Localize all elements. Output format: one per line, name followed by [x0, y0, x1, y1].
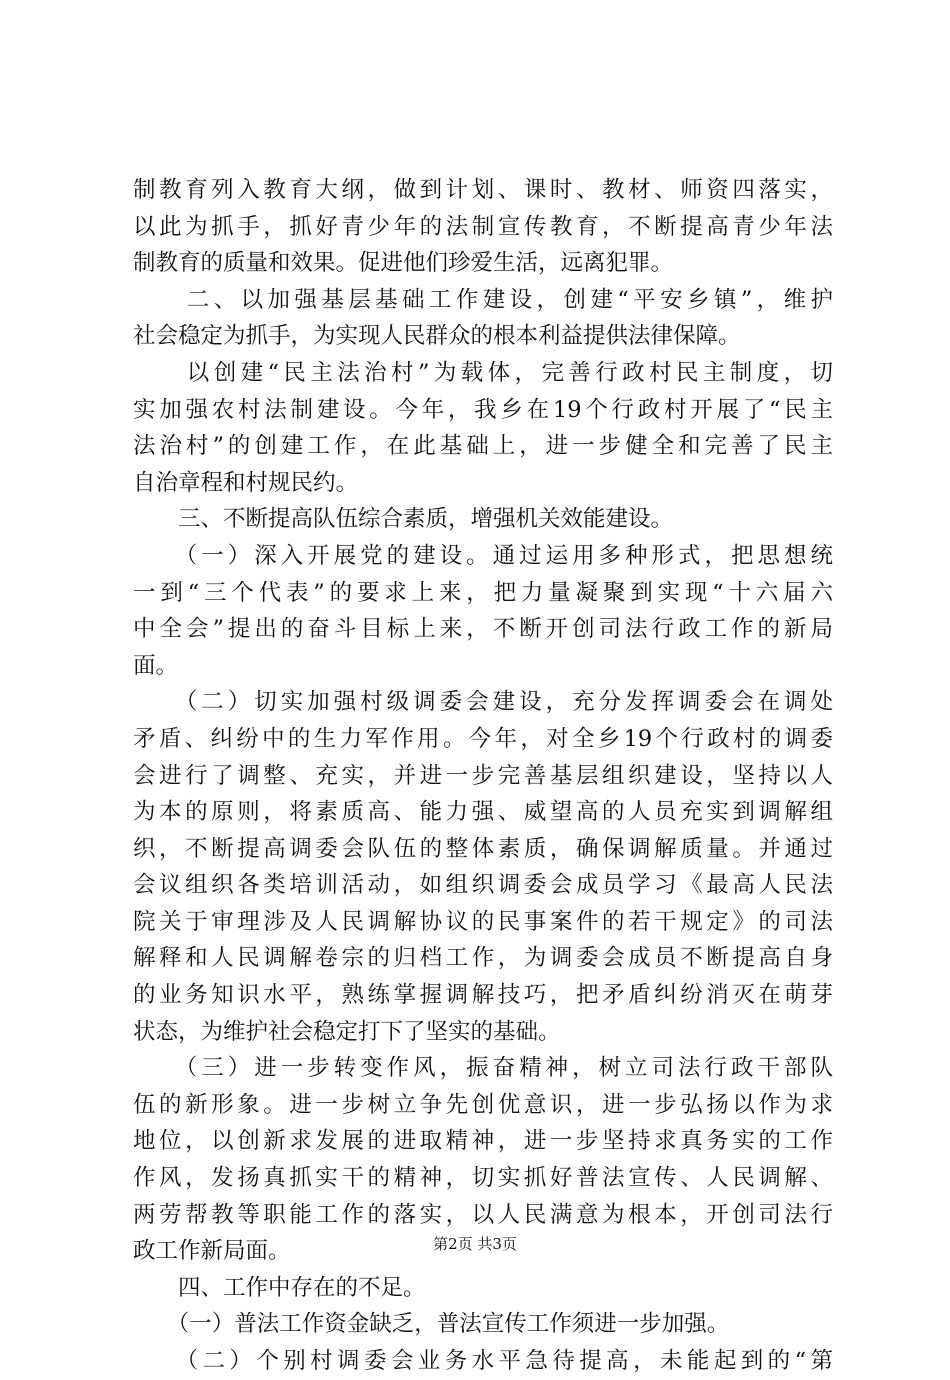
text-line: 织，不断提高调委会队伍的整体素质，确保调解质量。并通过 — [133, 835, 833, 862]
document-body — [133, 172, 833, 1380]
text-line: （二）切实加强村级调委会建设，充分发挥调委会在调处 — [133, 689, 833, 716]
text-line: 制教育的质量和效果。促进他们珍爱生活，远离犯罪。 — [133, 250, 674, 277]
text-line: 实加强农村法制建设。今年，我乡在19个行政村开展了“民主 — [133, 396, 833, 423]
text-line: 为本的原则，将素质高、能力强、威望高的人员充实到调解组 — [133, 799, 833, 826]
text-line: 自治章程和村规民约。 — [133, 469, 359, 496]
text-line: （三）进一步转变作风，振奋精神，树立司法行政干部队 — [133, 1055, 833, 1082]
text-line: 法治村”的创建工作，在此基础上，进一步健全和完善了民主 — [133, 433, 833, 460]
page-number-footer: 第2页 共3页 — [433, 1235, 517, 1253]
text-line: 会进行了调整、充实，并进一步完善基层组织建设，坚持以人 — [133, 762, 833, 789]
text-line: 政工作新局面。 — [133, 1238, 291, 1265]
text-line: 作风，发扬真抓实干的精神，切实抓好普法宣传、人民调解、 — [133, 1165, 833, 1192]
text-line: 伍的新形象。进一步树立争先创优意识，进一步弘扬以作为求 — [133, 1091, 833, 1118]
text-line: 的业务知识水平，熟练掌握调解技巧，把矛盾纠纷消灭在萌芽 — [133, 982, 833, 1009]
text-line: 矛盾、纠纷中的生力军作用。今年，对全乡19个行政村的调委 — [133, 725, 833, 752]
text-line: 社会稳定为抓手，为实现人民群众的根本利益提供法律保障。 — [133, 323, 741, 350]
text-line: 以创建“民主法治村”为载体，完善行政村民主制度，切 — [133, 359, 833, 386]
text-line: 一到“三个代表”的要求上来，把力量凝聚到实现“十六届六 — [133, 579, 833, 606]
text-line: 状态，为维护社会稳定打下了坚实的基础。 — [133, 1018, 561, 1045]
text-line: （一）深入开展党的建设。通过运用多种形式，把思想统 — [133, 542, 833, 569]
text-line: 以此为抓手，抓好青少年的法制宣传教育，不断提高青少年法 — [133, 213, 833, 240]
text-line: 院关于审理涉及人民调解协议的民事案件的若干规定》的司法 — [133, 908, 833, 935]
text-line: （二）个别村调委会业务水平急待提高，未能起到的“第 — [133, 1348, 833, 1374]
text-line: 面。 — [133, 652, 179, 679]
text-line: 会议组织各类培训活动，如组织调委会成员学习《最高人民法 — [133, 872, 833, 899]
text-line: 地位，以创新求发展的进取精神，进一步坚持求真务实的工作 — [133, 1128, 833, 1155]
text-line: 四、工作中存在的不足。 — [133, 1274, 426, 1301]
text-line: 两劳帮教等职能工作的落实，以人民满意为根本，开创司法行 — [133, 1201, 833, 1228]
text-line: 二、以加强基层基础工作建设，创建“平安乡镇”，维护 — [133, 286, 833, 313]
text-line: 中全会”提出的奋斗目标上来，不断开创司法行政工作的新局 — [133, 616, 833, 643]
text-line: 制教育列入教育大纲，做到计划、课时、教材、师资四落实， — [133, 177, 833, 203]
text-line: 解释和人民调解卷宗的归档工作，为调委会成员不断提高自身 — [133, 945, 833, 972]
text-line: 三、不断提高队伍综合素质，增强机关效能建设。 — [133, 506, 674, 533]
text-line: （一）普法工作资金缺乏，普法宣传工作须进一步加强。 — [133, 1311, 730, 1338]
